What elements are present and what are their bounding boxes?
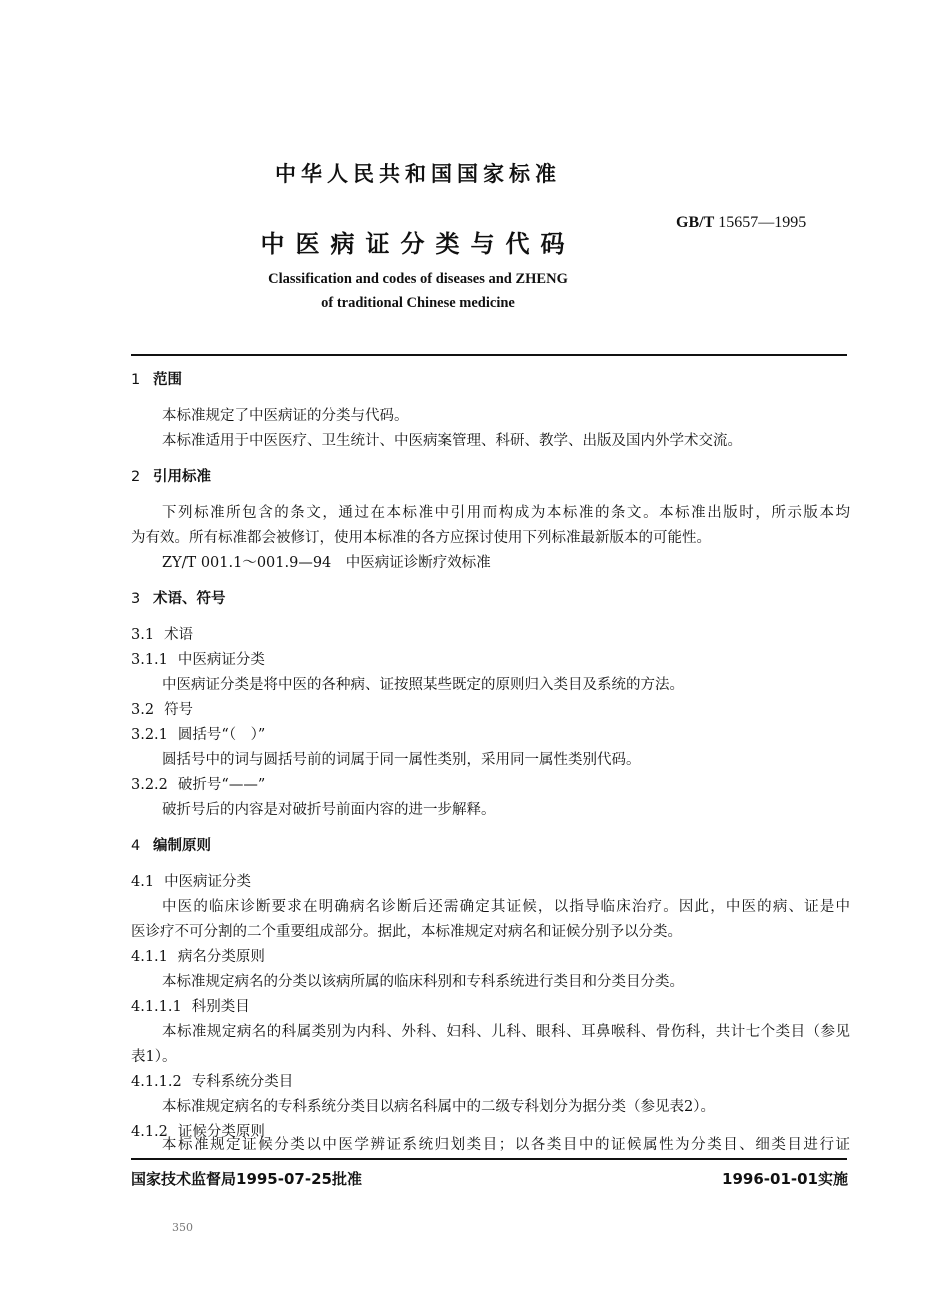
- section-4-heading: 4 编制原则: [131, 838, 211, 854]
- footer-rule: [131, 1158, 847, 1160]
- effective-date: 1996-01-01实施: [722, 1170, 848, 1188]
- page-number: 350: [172, 1221, 193, 1234]
- section-3-heading: 3 术语、符号: [131, 591, 226, 607]
- section-1-heading: 1 范围: [131, 372, 182, 388]
- section-4-1-1-2-paragraph: 本标准规定病名的专科系统分类目以病名科属中的二级专科划分为据分类（参见表2）。: [162, 1099, 715, 1115]
- section-4-1-1-heading: 4.1.1 病名分类原则: [131, 949, 265, 965]
- header-rule: [131, 354, 847, 356]
- section-4-1-1-1-heading: 4.1.1.1 科别类目: [131, 999, 250, 1015]
- section-3-2-2-heading: 3.2.2 破折号“——”: [131, 777, 266, 793]
- section-4-1-paragraph-line-1: 中医的临床诊断要求在明确病名诊断后还需确定其证候，以指导临床治疗。因此，中医的病、证是中: [162, 899, 850, 915]
- section-1-paragraph-1: 本标准规定了中医病证的分类与代码。: [162, 408, 409, 424]
- section-1-paragraph-2: 本标准适用于中医医疗、卫生统计、中医病案管理、科研、教学、出版及国内外学术交流。: [162, 433, 742, 449]
- national-standard-heading: 中华人民共和国国家标准: [275, 162, 561, 186]
- section-4-1-2-paragraph: 本标准规定证候分类以中医学辨证系统归划类目；以各类目中的证候属性为分类目、细类目进行证: [162, 1137, 850, 1153]
- section-4-1-1-1-paragraph-line-2: 表1）。: [131, 1049, 177, 1065]
- standard-code: GB/T: [676, 214, 715, 231]
- section-3-1-1-paragraph: 中医病证分类是将中医的各种病、证按照某些既定的原则归入类目及系统的方法。: [162, 677, 684, 693]
- section-2-paragraph-line-2: 为有效。所有标准都会被修订，使用本标准的各方应探讨使用下列标准最新版本的可能性。: [131, 530, 711, 546]
- section-4-1-heading: 4.1 中医病证分类: [131, 874, 252, 890]
- section-3-1-1-heading: 3.1.1 中医病证分类: [131, 652, 265, 668]
- section-2-heading: 2 引用标准: [131, 469, 211, 485]
- section-4-1-paragraph-line-2: 医诊疗不可分割的二个重要组成部分。据此，本标准规定对病名和证候分别予以分类。: [131, 924, 682, 940]
- section-3-2-2-paragraph: 破折号后的内容是对破折号前面内容的进一步解释。: [162, 802, 496, 818]
- section-3-2-heading: 3.2 符号: [131, 702, 194, 718]
- section-2-paragraph-line-1: 下列标准所包含的条文，通过在本标准中引用而构成为本标准的条文。本标准出版时，所示版本均: [162, 505, 850, 521]
- section-3-2-1-paragraph: 圆括号中的词与圆括号前的词属于同一属性类别，采用同一属性类别代码。: [162, 752, 641, 768]
- section-4-1-2-heading: 4.1.2 证候分类原则: [131, 1124, 265, 1140]
- english-title-line-2: of traditional Chinese medicine: [321, 295, 515, 311]
- standard-number-value: 15657—1995: [718, 214, 807, 231]
- section-2-reference: ZY/T 001.1～001.9—94 中医病证诊断疗效标准: [162, 555, 491, 571]
- section-3-1-heading: 3.1 术语: [131, 627, 194, 643]
- section-4-1-1-1-paragraph-line-1: 本标准规定病名的科属类别为内科、外科、妇科、儿科、眼科、耳鼻喉科、骨伤科，共计七个类目（参见: [162, 1024, 850, 1040]
- english-title-line-1: Classification and codes of diseases and ZHENG: [268, 271, 568, 287]
- section-4-1-1-paragraph: 本标准规定病名的分类以该病所属的临床科别和专科系统进行类目和分类目分类。: [162, 974, 684, 990]
- section-4-1-1-2-heading: 4.1.1.2 专科系统分类目: [131, 1074, 294, 1090]
- approval-date: 国家技术监督局1995-07-25批准: [131, 1170, 362, 1188]
- section-3-2-1-heading: 3.2.1 圆括号“（ ）”: [131, 727, 266, 743]
- document-title: 中医病证分类与代码: [260, 230, 576, 258]
